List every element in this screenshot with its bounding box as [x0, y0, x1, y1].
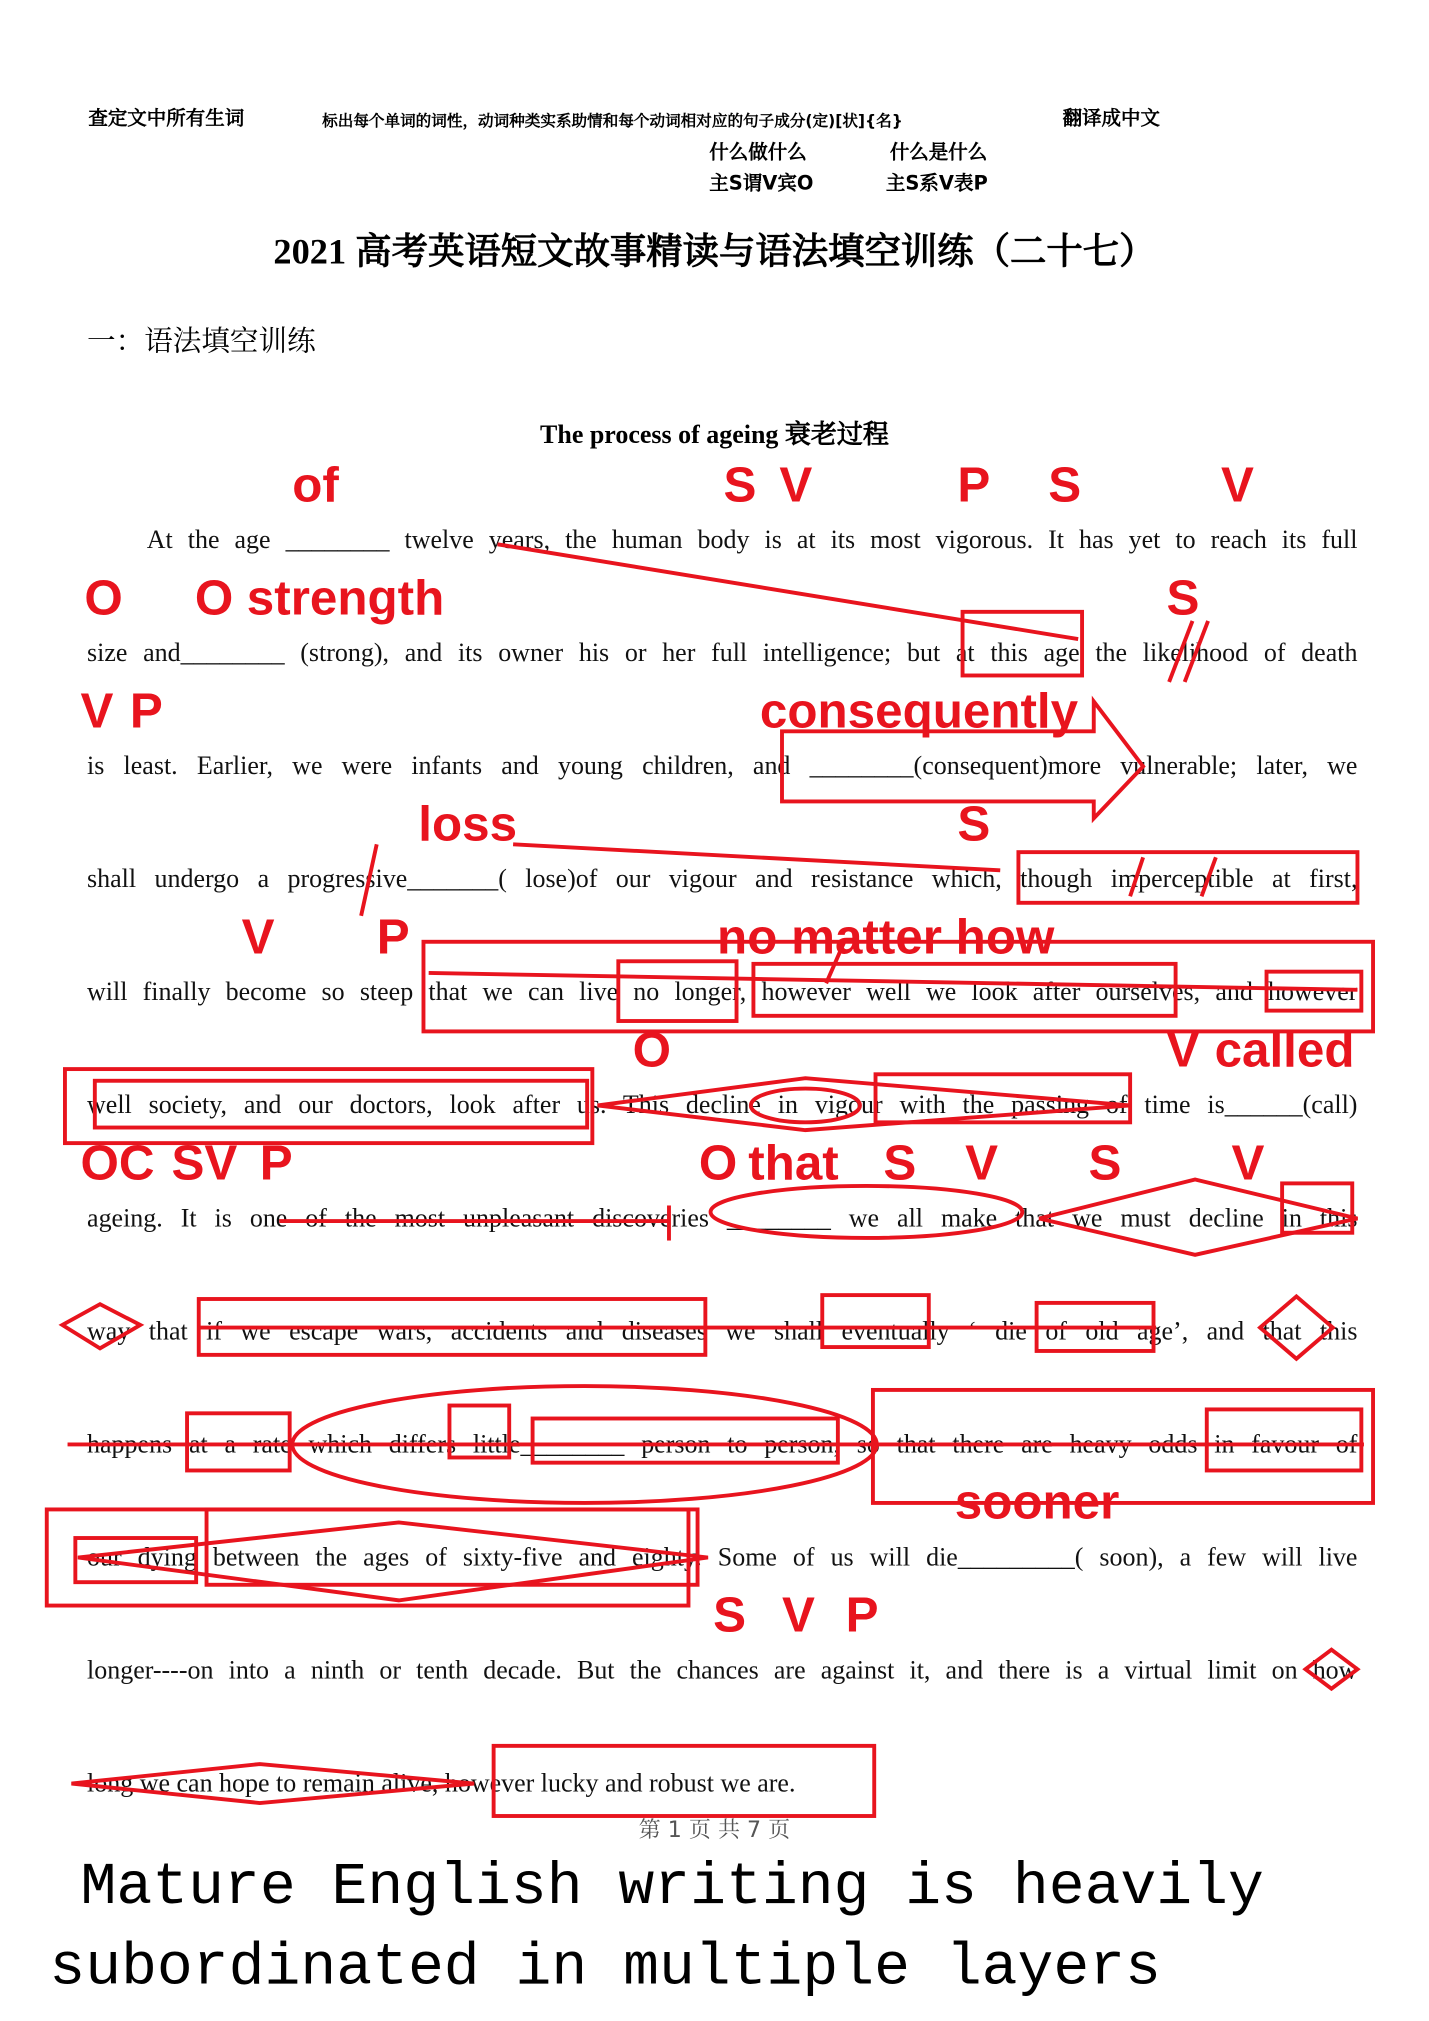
passage-line: well society, and our doctors, look after us. This decline in vigour with the passing of time is______(call)	[87, 1091, 1358, 1120]
tag-v: V	[779, 458, 813, 514]
instruction-grammar: 标出每个单词的词性，动词种类实系助情和每个动词相对应的句子成分(定)[状]{名}	[322, 111, 903, 130]
answer-strength: strength	[246, 571, 445, 627]
answer-loss: loss	[418, 797, 518, 853]
tag-p: P	[845, 1588, 879, 1644]
tag-s: S	[1166, 571, 1200, 627]
passage-line: shall undergo a progressive_______( lose)of our vigour and resistance which, though imperceptible at first,	[87, 865, 1358, 894]
tag-s: S	[957, 797, 991, 853]
passage-line: ageing. It is one of the most unpleasant discoveries ________ we all make that we must decline in this	[87, 1204, 1358, 1233]
passage-line: way that if we escape wars, accidents and diseases we shall eventually ‘ die of old age’, and that this	[87, 1317, 1358, 1346]
section-heading: 一：语法填空训练	[87, 326, 316, 359]
tag-v: V	[965, 1136, 999, 1192]
answer-called: called	[1214, 1023, 1355, 1079]
tag-p: P	[376, 910, 410, 966]
passage-line: size and________ (strong), and its owner his or her full intelligence; but at this age the likelihood of death	[87, 639, 1358, 668]
page-title: 2021 高考英语短文故事精读与语法填空训练（二十七）	[273, 232, 1156, 273]
tag-s: S	[1088, 1136, 1122, 1192]
page-number: 第 1 页 共 7 页	[638, 1817, 791, 1844]
tag-sv: SV	[171, 1136, 238, 1192]
passage-line: is least. Earlier, we were infants and young children, and ________(consequent)more vulnerable; later, we	[87, 752, 1358, 781]
answer-of: of	[292, 458, 339, 514]
tag-s: S	[883, 1136, 917, 1192]
tag-o: O	[84, 571, 123, 627]
tag-s: S	[713, 1588, 747, 1644]
tag-o: O	[194, 571, 234, 627]
tag-s: S	[1048, 458, 1082, 514]
tag-p: P	[957, 458, 991, 514]
instruction-translate: 翻译成中文	[1062, 106, 1161, 130]
instruction-vocab: 查定文中所有生词	[88, 106, 245, 130]
passage-title: The process of ageing 衰老过程	[540, 420, 889, 450]
passage-line: our dying between the ages of sixty-five and eighty. Some of us will die_________( soon), a few will live	[87, 1543, 1358, 1572]
passage-line: At the age ________ twelve years, the human body is at its most vigorous. It has yet to reach its full	[146, 526, 1358, 555]
answer-that: that	[748, 1136, 839, 1192]
tag-v: V	[80, 684, 114, 740]
tag-oc: OC	[80, 1136, 155, 1192]
passage-line: happens at a rate which differs little________ person to person, so that there are heavy odds in favour of	[87, 1430, 1358, 1459]
tag-p: P	[259, 1136, 293, 1192]
passage-line: will finally become so steep that we can live no longer, however well we look after ourselves, and however	[87, 978, 1358, 1007]
tag-v: V	[1231, 1136, 1265, 1192]
answer-no-matter-how: no matter how	[717, 910, 1055, 966]
tag-s: S	[723, 458, 757, 514]
tag-v: V	[781, 1588, 815, 1644]
overlay-caption-line-1: Mature English writing is heavily	[80, 1853, 1264, 1922]
pattern-svo-question: 什么做什么	[709, 140, 807, 164]
pattern-svp-question: 什么是什么	[889, 140, 988, 164]
tag-v: V	[1166, 1023, 1200, 1079]
pattern-svp: 主S系V表P	[885, 171, 988, 195]
answer-consequently: consequently	[759, 684, 1079, 740]
tag-v: V	[1221, 458, 1255, 514]
tag-o: O	[632, 1023, 672, 1079]
tag-p: P	[129, 684, 163, 740]
answer-sooner: sooner	[954, 1475, 1120, 1531]
tag-v: V	[241, 910, 275, 966]
overlay-caption-line-2: subordinated in multiple layers	[49, 1934, 1161, 2002]
pattern-svo: 主S谓V宾O	[709, 171, 814, 195]
passage-line: longer----on into a ninth or tenth decade. But the chances are against it, and there is a virtual limit on how	[87, 1656, 1358, 1685]
tag-o: O	[698, 1136, 738, 1192]
passage-line: long we can hope to remain alive, however lucky and robust we are.	[87, 1769, 796, 1798]
